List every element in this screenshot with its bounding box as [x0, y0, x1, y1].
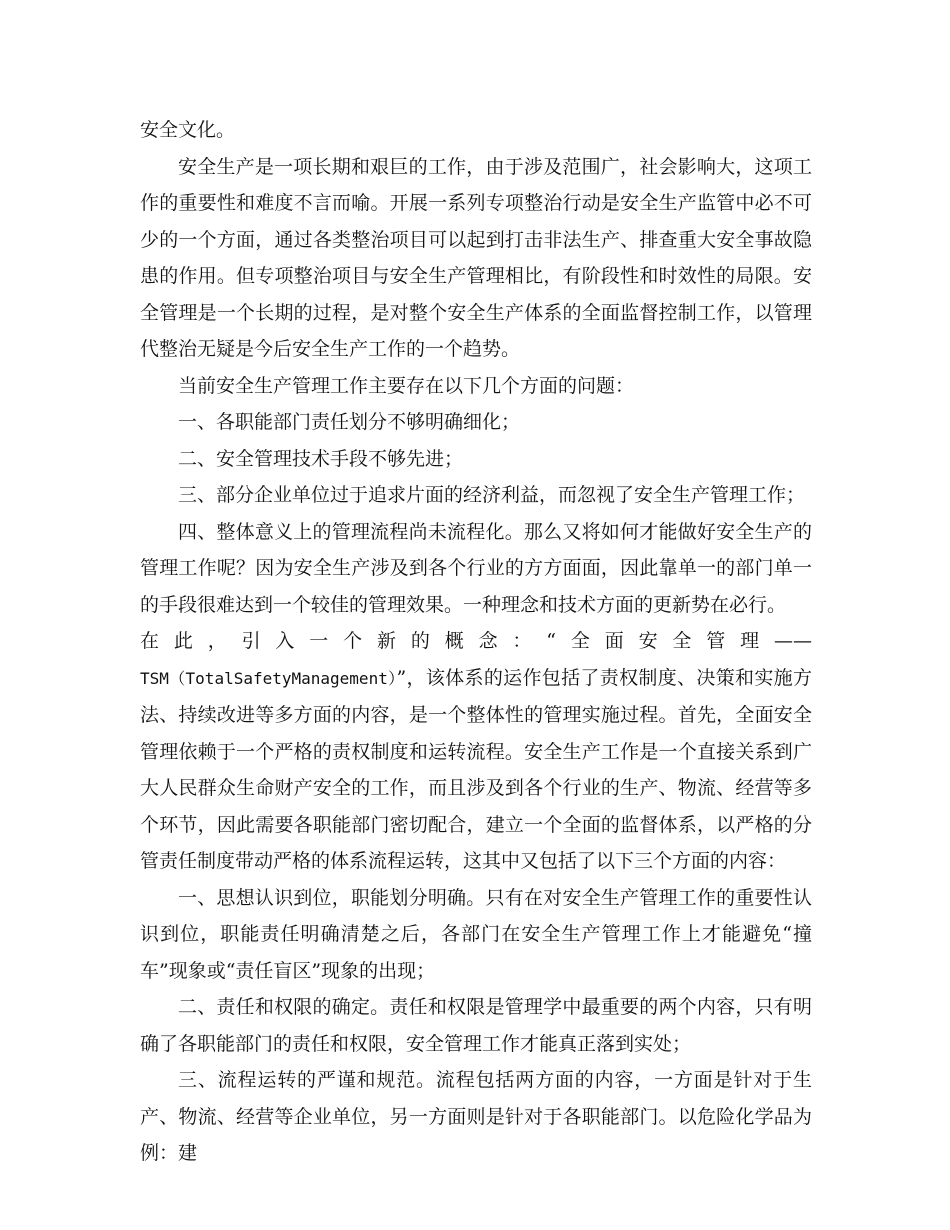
paragraph-10: 二、责任和权限的确定。责任和权限是管理学中最重要的两个内容，只有明确了各职能部门的责任和权限，安全管理工作才能真正落到实处；: [140, 996, 812, 1055]
document-body: [140, 112, 812, 1172]
paragraph-9: 一、思想认识到位，职能划分明确。只有在对安全生产管理工作的重要性认识到位，职能责任明确清楚之后，各部门在安全生产管理工作上才能避免“撞车”现象或“责任盲区”现象的出现；: [140, 886, 812, 982]
tsm-term: TSM（TotalSafetyManagement）: [140, 668, 397, 688]
paragraph-3: 当前安全生产管理工作主要存在以下几个方面的问题：: [178, 374, 635, 397]
paragraph-4: 一、各职能部门责任划分不够明确细化；: [178, 411, 521, 433]
paragraph-8-body: [140, 660, 812, 880]
paragraph-1: 安全文化。: [140, 119, 236, 141]
paragraph-6: 三、部分企业单位过于追求片面的经济利益，而忽视了安全生产管理工作；: [178, 484, 806, 506]
paragraph-5: 二、安全管理技术手段不够先进；: [178, 447, 464, 470]
paragraph-8-text: ”，该体系的运作包括了责权制度、决策和实施方法、持续改进等多方面的内容，是一个整体性的管理实施过程。首先，全面安全管理依赖于一个严格的责权制度和运转流程。安全生产工作是一个直接关系到广大人民群众生命财产安全的工作，而且涉及到各个行业的生产、物流、经营等多个环节，因此需要各职能部门密切配合，建立一个全面的监督体系，以严格的分管责任制度带动严格的体系流程运转，这其中又包括了以下三个方面的内容：: [140, 666, 812, 872]
paragraph-7: 四、整体意义上的管理流程尚未流程化。那么又将如何才能做好安全生产的管理工作呢？因为安全生产涉及到各个行业的方方面面，因此靠单一的部门单一的手段很难达到一个较佳的管理效果。一种理念和技术方面的更新势在必行。: [140, 520, 812, 616]
paragraph-8-lead: 在此，引入一个新的概念：“全面安全管理——: [140, 630, 812, 652]
paragraph-2: 安全生产是一项长期和艰巨的工作，由于涉及范围广，社会影响大，这项工作的重要性和难度不言而喻。开展一系列专项整治行动是安全生产监管中必不可少的一个方面，通过各类整治项目可以起到打击非法生产、排查重大安全事故隐患的作用。但专项整治项目与安全生产管理相比，有阶段性和时效性的局限。安全管理是一个长期的过程，是对整个安全生产体系的全面监督控制工作，以管理代整治无疑是今后安全生产工作的一个趋势。: [140, 155, 812, 360]
paragraph-11: 三、流程运转的严谨和规范。流程包括两方面的内容，一方面是针对于生产、物流、经营等企业单位，另一方面则是针对于各职能部门。以危险化学品为例：建: [140, 1069, 812, 1164]
